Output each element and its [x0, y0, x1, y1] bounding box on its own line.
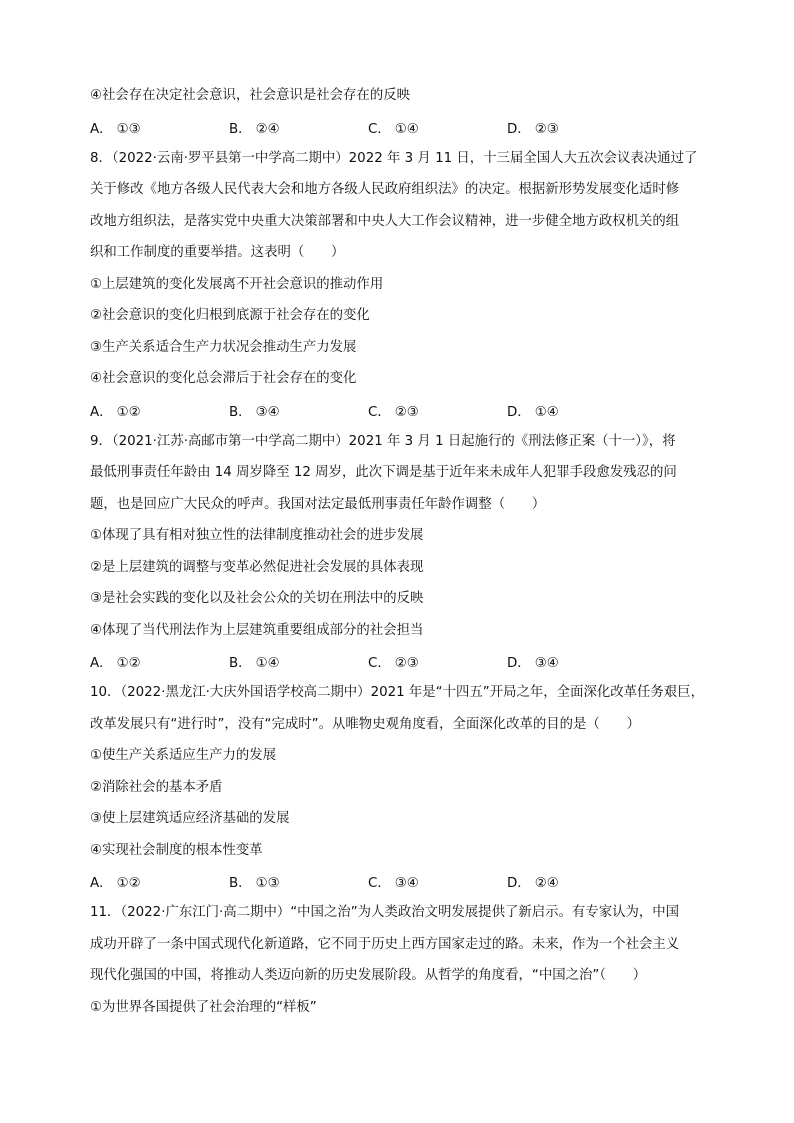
q8-choice-b[interactable]: B． ③④ — [229, 404, 280, 420]
q9-option-3: ③是社会实践的变化以及社会公众的关切在刑法中的反映 — [90, 591, 424, 606]
q10-choices — [90, 866, 702, 897]
q7-choices — [90, 112, 702, 143]
q10-option-2: ②消除社会的基本矛盾 — [90, 779, 223, 795]
q7-choice-a[interactable]: A． ①③ — [90, 121, 141, 137]
q10-option-4: ④实现社会制度的根本性变革 — [90, 842, 263, 858]
q10-stem-line: 改革发展只有“进行时”，没有“完成时”。从唯物史观角度看，全面深化改革的目的是（ ） — [90, 716, 640, 732]
q9-choice-d[interactable]: D． ③④ — [507, 656, 559, 671]
question-11 — [90, 897, 702, 1023]
q10-choice-d[interactable]: D． ②④ — [507, 876, 559, 891]
question-9 — [90, 426, 702, 678]
q10-choice-a[interactable]: A． ①② — [90, 876, 141, 891]
q8-choices — [90, 395, 702, 426]
q10-option-1: ①使生产关系适应生产力的发展 — [90, 748, 277, 763]
q8-choice-a[interactable]: A． ①② — [90, 404, 141, 420]
q9-choice-a[interactable]: A． ①② — [90, 656, 141, 671]
q7-choice-c[interactable]: C． ①④ — [368, 121, 419, 137]
q11-stem-line: 11．（2022·广东江门·高二期中）“中国之治”为人类政治文明发展提供了新启示。有专家认为，中国 — [90, 905, 680, 920]
q9-option-1: ①体现了具有相对独立性的法律制度推动社会的进步发展 — [90, 528, 424, 543]
q7-choice-d[interactable]: D． ②③ — [507, 121, 559, 137]
q7-choice-b[interactable]: B． ②④ — [229, 121, 280, 137]
q10-choice-c[interactable]: C． ③④ — [368, 876, 419, 891]
q8-choice-d[interactable]: D． ①④ — [507, 404, 559, 420]
q9-choice-b[interactable]: B． ①④ — [229, 656, 280, 671]
q8-stem-line: 改地方组织法，是落实党中央重大决策部署和中央人大工作会议精神，进一步健全地方政权机关的组 — [90, 213, 680, 229]
exam-page — [90, 80, 702, 1023]
q9-stem-line: 最低刑事责任年龄由 14 周岁降至 12 周岁，此次下调是基于近年来未成年人犯罪手段愈发残忍的问 — [90, 465, 677, 480]
question-10 — [90, 677, 702, 897]
q10-option-3: ③使上层建筑适应经济基础的发展 — [90, 811, 290, 826]
q10-stem-line: 10．（2022·黑龙江·大庆外国语学校高二期中）2021 年是“十四五”开局之年，全面深化改革任务艰巨， — [90, 685, 704, 700]
q8-option-1: ①上层建筑的变化发展离不开社会意识的推动作用 — [90, 276, 384, 292]
question-7-tail — [90, 80, 702, 143]
q9-option-4: ④体现了当代刑法作为上层建筑重要组成部分的社会担当 — [90, 622, 424, 638]
q8-option-4: ④社会意识的变化总会滞后于社会存在的变化 — [90, 371, 357, 386]
q9-stem-line: 题，也是回应广大民众的呼声。我国对法定最低刑事责任年龄作调整（ ） — [90, 496, 546, 512]
q11-stem-line: 成功开辟了一条中国式现代化新道路，它不同于历史上西方国家走过的路。未来，作为一个社会主义 — [90, 936, 680, 952]
q9-choices — [90, 646, 702, 677]
q11-stem-line: 现代化强国的中国，将推动人类迈向新的历史发展阶段。从哲学的角度看，“中国之治”（ ） — [90, 968, 647, 983]
q9-option-2: ②是上层建筑的调整与变革必然促进社会发展的具体表现 — [90, 559, 424, 575]
q8-choice-c[interactable]: C． ②③ — [368, 404, 419, 420]
q10-choice-b[interactable]: B． ①③ — [229, 876, 280, 891]
q8-stem-line: 织和工作制度的重要举措。这表明（ ） — [90, 245, 345, 260]
q8-option-2: ②社会意识的变化归根到底源于社会存在的变化 — [90, 308, 370, 323]
q9-choice-c[interactable]: C． ②③ — [368, 656, 419, 671]
q7-option-4: ④社会存在决定社会意识，社会意识是社会存在的反映 — [90, 88, 410, 103]
q8-stem-line: 8．（2022·云南·罗平县第一中学高二期中）2022 年 3 月 11 日，十三届全国人大五次会议表决通过了 — [90, 150, 698, 166]
q8-stem-line: 关于修改《地方各级人民代表大会和地方各级人民政府组织法》的决定。根据新形势发展变化适时修 — [90, 182, 680, 197]
question-8 — [90, 143, 702, 426]
q9-stem-line: 9．（2021·江苏·高邮市第一中学高二期中）2021 年 3 月 1 日起施行的《刑法修正案（十一）》，将 — [90, 433, 676, 449]
q11-option-1: ①为世界各国提供了社会治理的“样板” — [90, 999, 317, 1015]
q8-option-3: ③生产关系适合生产力状况会推动生产力发展 — [90, 339, 357, 355]
